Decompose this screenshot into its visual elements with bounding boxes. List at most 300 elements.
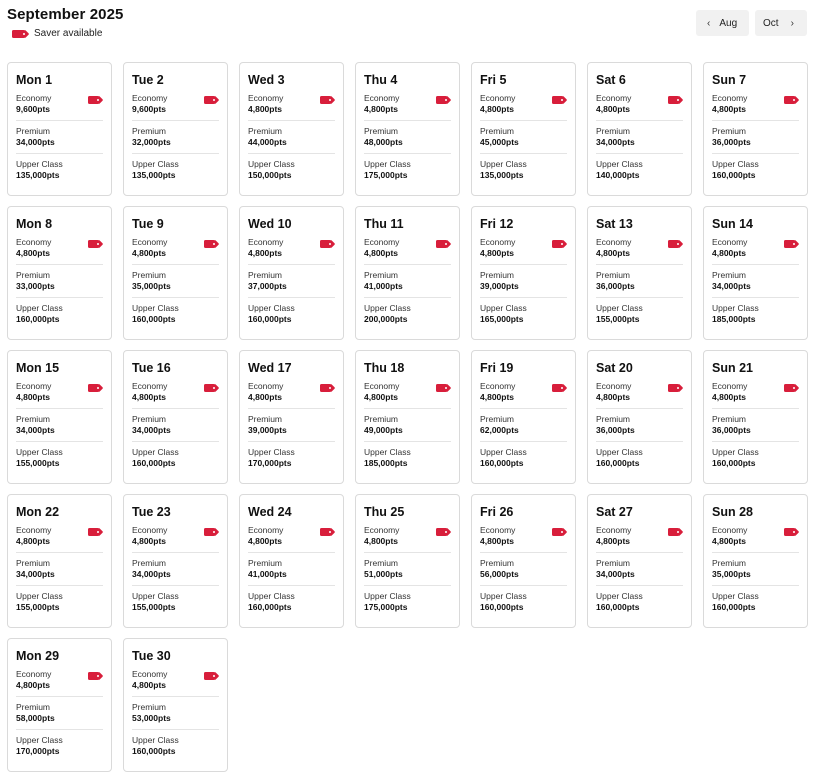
fare-upper-class[interactable] (16, 735, 103, 762)
day-label: Tue 16 (132, 361, 171, 375)
fare-premium[interactable] (364, 414, 451, 442)
day-label: Sat 27 (596, 505, 633, 519)
cabin-label: Economy (248, 93, 284, 103)
cabin-label: Upper Class (364, 591, 411, 601)
saver-tag-icon (436, 528, 447, 536)
cabin-label: Premium (364, 126, 399, 136)
fare-upper-class[interactable] (16, 591, 103, 618)
fare-points: 4,800pts (596, 104, 631, 114)
fare-upper-class[interactable] (248, 159, 335, 186)
fare-upper-class[interactable] (132, 159, 219, 186)
cabin-label: Economy (596, 237, 632, 247)
fare-points: 160,000pts (132, 314, 176, 324)
cabin-label: Upper Class (248, 303, 295, 313)
cabin-label: Premium (248, 270, 283, 280)
fare-upper-class[interactable] (364, 591, 451, 618)
cabin-label: Premium (132, 126, 167, 136)
day-card[interactable] (239, 350, 344, 484)
saver-tag-icon (204, 96, 215, 104)
cabin-label: Economy (364, 381, 400, 391)
day-card[interactable] (7, 62, 112, 196)
saver-tag-icon (784, 96, 795, 104)
day-label: Wed 24 (248, 505, 292, 519)
fare-economy[interactable] (132, 525, 219, 553)
fare-upper-class[interactable] (480, 447, 567, 474)
fare-points: 36,000pts (596, 281, 635, 291)
cabin-label: Premium (596, 126, 631, 136)
cabin-label: Upper Class (480, 159, 527, 169)
fare-points: 4,800pts (248, 104, 283, 114)
day-card[interactable] (355, 350, 460, 484)
fare-economy[interactable] (596, 381, 683, 409)
day-card[interactable] (355, 494, 460, 628)
cabin-label: Economy (480, 93, 516, 103)
cabin-label: Economy (596, 93, 632, 103)
fare-upper-class[interactable] (712, 447, 799, 474)
day-label: Thu 18 (364, 361, 405, 375)
fare-points: 4,800pts (596, 248, 631, 258)
cabin-label: Upper Class (480, 447, 527, 457)
day-card[interactable] (123, 494, 228, 628)
cabin-label: Upper Class (16, 159, 63, 169)
fare-points: 4,800pts (480, 536, 515, 546)
day-card[interactable] (123, 62, 228, 196)
saver-tag-icon (204, 384, 215, 392)
saver-tag-icon (436, 384, 447, 392)
fare-points: 185,000pts (712, 314, 756, 324)
day-card[interactable] (587, 494, 692, 628)
saver-tag-icon (552, 384, 563, 392)
day-card[interactable] (355, 206, 460, 340)
cabin-label: Premium (596, 558, 631, 568)
fare-points: 4,800pts (16, 248, 51, 258)
fare-premium[interactable] (132, 414, 219, 442)
fare-premium[interactable] (712, 414, 799, 442)
cabin-label: Premium (248, 126, 283, 136)
fare-economy[interactable] (248, 93, 335, 121)
cabin-label: Premium (712, 558, 747, 568)
cabin-label: Upper Class (596, 447, 643, 457)
fare-premium[interactable] (16, 558, 103, 586)
fare-points: 34,000pts (132, 569, 171, 579)
fare-economy[interactable] (16, 669, 103, 697)
fare-premium[interactable] (480, 414, 567, 442)
day-label: Tue 30 (132, 649, 171, 663)
fare-premium[interactable] (248, 270, 335, 298)
day-card[interactable] (587, 350, 692, 484)
fare-points: 160,000pts (596, 602, 640, 612)
previous-month-label: Aug (719, 17, 738, 29)
cabin-label: Premium (16, 558, 51, 568)
day-label: Mon 22 (16, 505, 60, 519)
cabin-label: Upper Class (712, 159, 759, 169)
fare-economy[interactable] (596, 237, 683, 265)
fare-upper-class[interactable] (712, 591, 799, 618)
fare-points: 36,000pts (712, 137, 751, 147)
fare-upper-class[interactable] (248, 591, 335, 618)
fare-points: 170,000pts (248, 458, 292, 468)
cabin-label: Premium (596, 270, 631, 280)
fare-points: 56,000pts (480, 569, 519, 579)
cabin-label: Economy (16, 525, 52, 535)
fare-upper-class[interactable] (16, 303, 103, 330)
legend (7, 28, 123, 39)
fare-points: 160,000pts (596, 458, 640, 468)
saver-tag-icon (668, 528, 679, 536)
fare-upper-class[interactable] (480, 591, 567, 618)
fare-economy[interactable] (248, 237, 335, 265)
day-card[interactable] (123, 206, 228, 340)
day-card[interactable] (471, 494, 576, 628)
fare-points: 4,800pts (364, 392, 399, 402)
cabin-label: Upper Class (132, 735, 179, 745)
fare-points: 4,800pts (480, 248, 515, 258)
fare-economy[interactable] (132, 93, 219, 121)
day-label: Fri 12 (480, 217, 514, 231)
cabin-label: Premium (596, 414, 631, 424)
fare-economy[interactable] (16, 237, 103, 265)
fare-points: 160,000pts (712, 170, 756, 180)
day-card[interactable] (355, 62, 460, 196)
fare-economy[interactable] (364, 93, 451, 121)
day-card[interactable] (471, 62, 576, 196)
day-card[interactable] (239, 206, 344, 340)
fare-economy[interactable] (712, 381, 799, 409)
fare-points: 41,000pts (364, 281, 403, 291)
fare-premium[interactable] (132, 702, 219, 730)
fare-economy[interactable] (16, 93, 103, 121)
fare-points: 51,000pts (364, 569, 403, 579)
saver-tag-icon (88, 528, 99, 536)
day-label: Sat 13 (596, 217, 633, 231)
cabin-label: Economy (596, 525, 632, 535)
fare-points: 34,000pts (16, 137, 55, 147)
fare-points: 200,000pts (364, 314, 408, 324)
fare-economy[interactable] (132, 381, 219, 409)
fare-upper-class[interactable] (364, 303, 451, 330)
cabin-label: Economy (248, 525, 284, 535)
fare-premium[interactable] (596, 558, 683, 586)
fare-upper-class[interactable] (16, 159, 103, 186)
cabin-label: Upper Class (16, 447, 63, 457)
chevron-right-icon: › (790, 17, 794, 29)
day-card[interactable] (7, 494, 112, 628)
fare-economy[interactable] (16, 525, 103, 553)
calendar-grid (7, 62, 808, 772)
cabin-label: Economy (16, 93, 52, 103)
cabin-label: Premium (132, 702, 167, 712)
day-card[interactable] (7, 638, 112, 772)
fare-upper-class[interactable] (248, 303, 335, 330)
fare-economy[interactable] (596, 525, 683, 553)
day-card[interactable] (239, 62, 344, 196)
fare-premium[interactable] (596, 270, 683, 298)
fare-points: 33,000pts (16, 281, 55, 291)
day-label: Sun 14 (712, 217, 753, 231)
cabin-label: Upper Class (16, 303, 63, 313)
fare-premium[interactable] (16, 414, 103, 442)
fare-economy[interactable] (16, 381, 103, 409)
day-label: Fri 19 (480, 361, 514, 375)
fare-upper-class[interactable] (480, 303, 567, 330)
saver-tag-icon (204, 528, 215, 536)
fare-points: 58,000pts (16, 713, 55, 723)
fare-upper-class[interactable] (364, 447, 451, 474)
cabin-label: Upper Class (364, 303, 411, 313)
previous-month-button[interactable] (696, 10, 749, 36)
day-label: Thu 25 (364, 505, 405, 519)
day-label: Sun 7 (712, 73, 747, 87)
fare-upper-class[interactable] (364, 159, 451, 186)
day-card[interactable] (703, 494, 808, 628)
fare-upper-class[interactable] (596, 447, 683, 474)
fare-economy[interactable] (480, 93, 567, 121)
day-label: Wed 10 (248, 217, 292, 231)
fare-points: 160,000pts (132, 458, 176, 468)
fare-points: 36,000pts (596, 425, 635, 435)
cabin-label: Upper Class (16, 735, 63, 745)
day-card[interactable] (587, 206, 692, 340)
cabin-label: Economy (596, 381, 632, 391)
day-card[interactable] (7, 206, 112, 340)
cabin-label: Upper Class (248, 159, 295, 169)
fare-upper-class[interactable] (480, 159, 567, 186)
cabin-label: Premium (248, 558, 283, 568)
fare-economy[interactable] (480, 381, 567, 409)
fare-upper-class[interactable] (248, 447, 335, 474)
fare-points: 160,000pts (712, 602, 756, 612)
fare-points: 44,000pts (248, 137, 287, 147)
cabin-label: Economy (248, 381, 284, 391)
fare-economy[interactable] (712, 237, 799, 265)
fare-premium[interactable] (132, 270, 219, 298)
fare-premium[interactable] (132, 558, 219, 586)
fare-premium[interactable] (132, 126, 219, 154)
fare-upper-class[interactable] (596, 591, 683, 618)
fare-points: 165,000pts (480, 314, 524, 324)
cabin-label: Premium (480, 558, 515, 568)
fare-premium[interactable] (16, 702, 103, 730)
cabin-label: Upper Class (480, 303, 527, 313)
day-card[interactable] (239, 494, 344, 628)
cabin-label: Upper Class (132, 591, 179, 601)
month-navigation (696, 10, 807, 36)
fare-points: 170,000pts (16, 746, 60, 756)
cabin-label: Economy (364, 525, 400, 535)
cabin-label: Upper Class (596, 159, 643, 169)
fare-premium[interactable] (480, 126, 567, 154)
fare-economy[interactable] (248, 381, 335, 409)
saver-tag-icon (668, 96, 679, 104)
saver-tag-icon (784, 528, 795, 536)
fare-economy[interactable] (596, 93, 683, 121)
fare-upper-class[interactable] (596, 303, 683, 330)
fare-premium[interactable] (596, 126, 683, 154)
fare-premium[interactable] (596, 414, 683, 442)
cabin-label: Premium (480, 414, 515, 424)
fare-points: 4,800pts (132, 536, 167, 546)
fare-upper-class[interactable] (16, 447, 103, 474)
fare-points: 62,000pts (480, 425, 519, 435)
fare-points: 175,000pts (364, 170, 408, 180)
fare-economy[interactable] (364, 525, 451, 553)
day-card[interactable] (123, 350, 228, 484)
fare-points: 155,000pts (132, 602, 176, 612)
day-card[interactable] (471, 350, 576, 484)
fare-premium[interactable] (364, 558, 451, 586)
fare-upper-class[interactable] (132, 303, 219, 330)
fare-economy[interactable] (712, 93, 799, 121)
cabin-label: Economy (480, 381, 516, 391)
saver-tag-icon (88, 96, 99, 104)
fare-economy[interactable] (712, 525, 799, 553)
fare-points: 4,800pts (132, 680, 167, 690)
cabin-label: Upper Class (480, 591, 527, 601)
fare-premium[interactable] (248, 126, 335, 154)
fare-economy[interactable] (480, 237, 567, 265)
fare-points: 175,000pts (364, 602, 408, 612)
fare-points: 4,800pts (248, 392, 283, 402)
fare-points: 36,000pts (712, 425, 751, 435)
fare-premium[interactable] (712, 270, 799, 298)
cabin-label: Premium (364, 414, 399, 424)
fare-points: 4,800pts (596, 392, 631, 402)
fare-points: 35,000pts (132, 281, 171, 291)
cabin-label: Economy (132, 237, 168, 247)
fare-points: 135,000pts (16, 170, 60, 180)
fare-economy[interactable] (132, 237, 219, 265)
fare-points: 160,000pts (248, 602, 292, 612)
day-card[interactable] (471, 206, 576, 340)
fare-points: 32,000pts (132, 137, 171, 147)
day-label: Fri 26 (480, 505, 514, 519)
day-label: Sun 21 (712, 361, 753, 375)
fare-premium[interactable] (248, 558, 335, 586)
cabin-label: Upper Class (712, 447, 759, 457)
cabin-label: Economy (16, 381, 52, 391)
saver-tag-icon (88, 384, 99, 392)
fare-points: 4,800pts (132, 248, 167, 258)
chevron-left-icon: ‹ (707, 17, 711, 29)
fare-points: 9,600pts (16, 104, 51, 114)
cabin-label: Economy (132, 525, 168, 535)
fare-upper-class[interactable] (596, 159, 683, 186)
day-card[interactable] (703, 62, 808, 196)
saver-tag-icon (552, 240, 563, 248)
fare-premium[interactable] (480, 270, 567, 298)
page-title: September 2025 (7, 6, 124, 23)
fare-points: 4,800pts (16, 536, 51, 546)
fare-economy[interactable] (364, 237, 451, 265)
cabin-label: Economy (364, 237, 400, 247)
fare-points: 160,000pts (16, 314, 60, 324)
fare-points: 4,800pts (480, 104, 515, 114)
cabin-label: Economy (712, 525, 748, 535)
calendar-header (7, 6, 123, 39)
fare-economy[interactable] (364, 381, 451, 409)
cabin-label: Upper Class (132, 303, 179, 313)
fare-points: 155,000pts (16, 458, 60, 468)
fare-premium[interactable] (712, 126, 799, 154)
fare-points: 9,600pts (132, 104, 167, 114)
cabin-label: Economy (132, 669, 168, 679)
fare-points: 4,800pts (132, 392, 167, 402)
day-card[interactable] (587, 62, 692, 196)
saver-tag-icon (320, 384, 331, 392)
fare-premium[interactable] (712, 558, 799, 586)
day-label: Mon 15 (16, 361, 60, 375)
fare-premium[interactable] (248, 414, 335, 442)
saver-tag-icon (668, 384, 679, 392)
fare-points: 185,000pts (364, 458, 408, 468)
fare-economy[interactable] (248, 525, 335, 553)
fare-points: 155,000pts (596, 314, 640, 324)
saver-tag-icon (320, 96, 331, 104)
fare-points: 4,800pts (248, 536, 283, 546)
saver-tag-icon (88, 672, 99, 680)
cabin-label: Premium (480, 126, 515, 136)
day-card[interactable] (703, 206, 808, 340)
saver-tag-icon (204, 240, 215, 248)
saver-tag-icon (320, 240, 331, 248)
cabin-label: Premium (16, 414, 51, 424)
day-card[interactable] (123, 638, 228, 772)
fare-premium[interactable] (16, 270, 103, 298)
saver-tag-icon (784, 240, 795, 248)
day-card[interactable] (7, 350, 112, 484)
day-label: Mon 29 (16, 649, 60, 663)
fare-premium[interactable] (480, 558, 567, 586)
fare-upper-class[interactable] (132, 591, 219, 618)
cabin-label: Premium (712, 414, 747, 424)
cabin-label: Premium (16, 126, 51, 136)
fare-upper-class[interactable] (712, 303, 799, 330)
fare-upper-class[interactable] (132, 447, 219, 474)
next-month-button[interactable] (755, 10, 807, 36)
fare-economy[interactable] (132, 669, 219, 697)
fare-points: 135,000pts (132, 170, 176, 180)
fare-points: 34,000pts (596, 137, 635, 147)
fare-premium[interactable] (364, 126, 451, 154)
fare-points: 4,800pts (364, 536, 399, 546)
fare-points: 4,800pts (364, 248, 399, 258)
cabin-label: Economy (712, 93, 748, 103)
fare-points: 34,000pts (132, 425, 171, 435)
fare-points: 4,800pts (248, 248, 283, 258)
cabin-label: Upper Class (596, 303, 643, 313)
saver-tag-icon (436, 240, 447, 248)
fare-points: 49,000pts (364, 425, 403, 435)
fare-points: 34,000pts (596, 569, 635, 579)
day-label: Wed 17 (248, 361, 292, 375)
cabin-label: Upper Class (364, 447, 411, 457)
saver-tag-icon (552, 528, 563, 536)
fare-points: 160,000pts (480, 602, 524, 612)
fare-points: 4,800pts (712, 104, 747, 114)
fare-points: 4,800pts (712, 536, 747, 546)
fare-premium[interactable] (16, 126, 103, 154)
fare-economy[interactable] (480, 525, 567, 553)
day-card[interactable] (703, 350, 808, 484)
saver-tag-icon (12, 30, 25, 38)
fare-upper-class[interactable] (712, 159, 799, 186)
fare-upper-class[interactable] (132, 735, 219, 762)
saver-tag-icon (88, 240, 99, 248)
cabin-label: Economy (16, 669, 52, 679)
fare-premium[interactable] (364, 270, 451, 298)
saver-tag-icon (668, 240, 679, 248)
fare-points: 4,800pts (480, 392, 515, 402)
